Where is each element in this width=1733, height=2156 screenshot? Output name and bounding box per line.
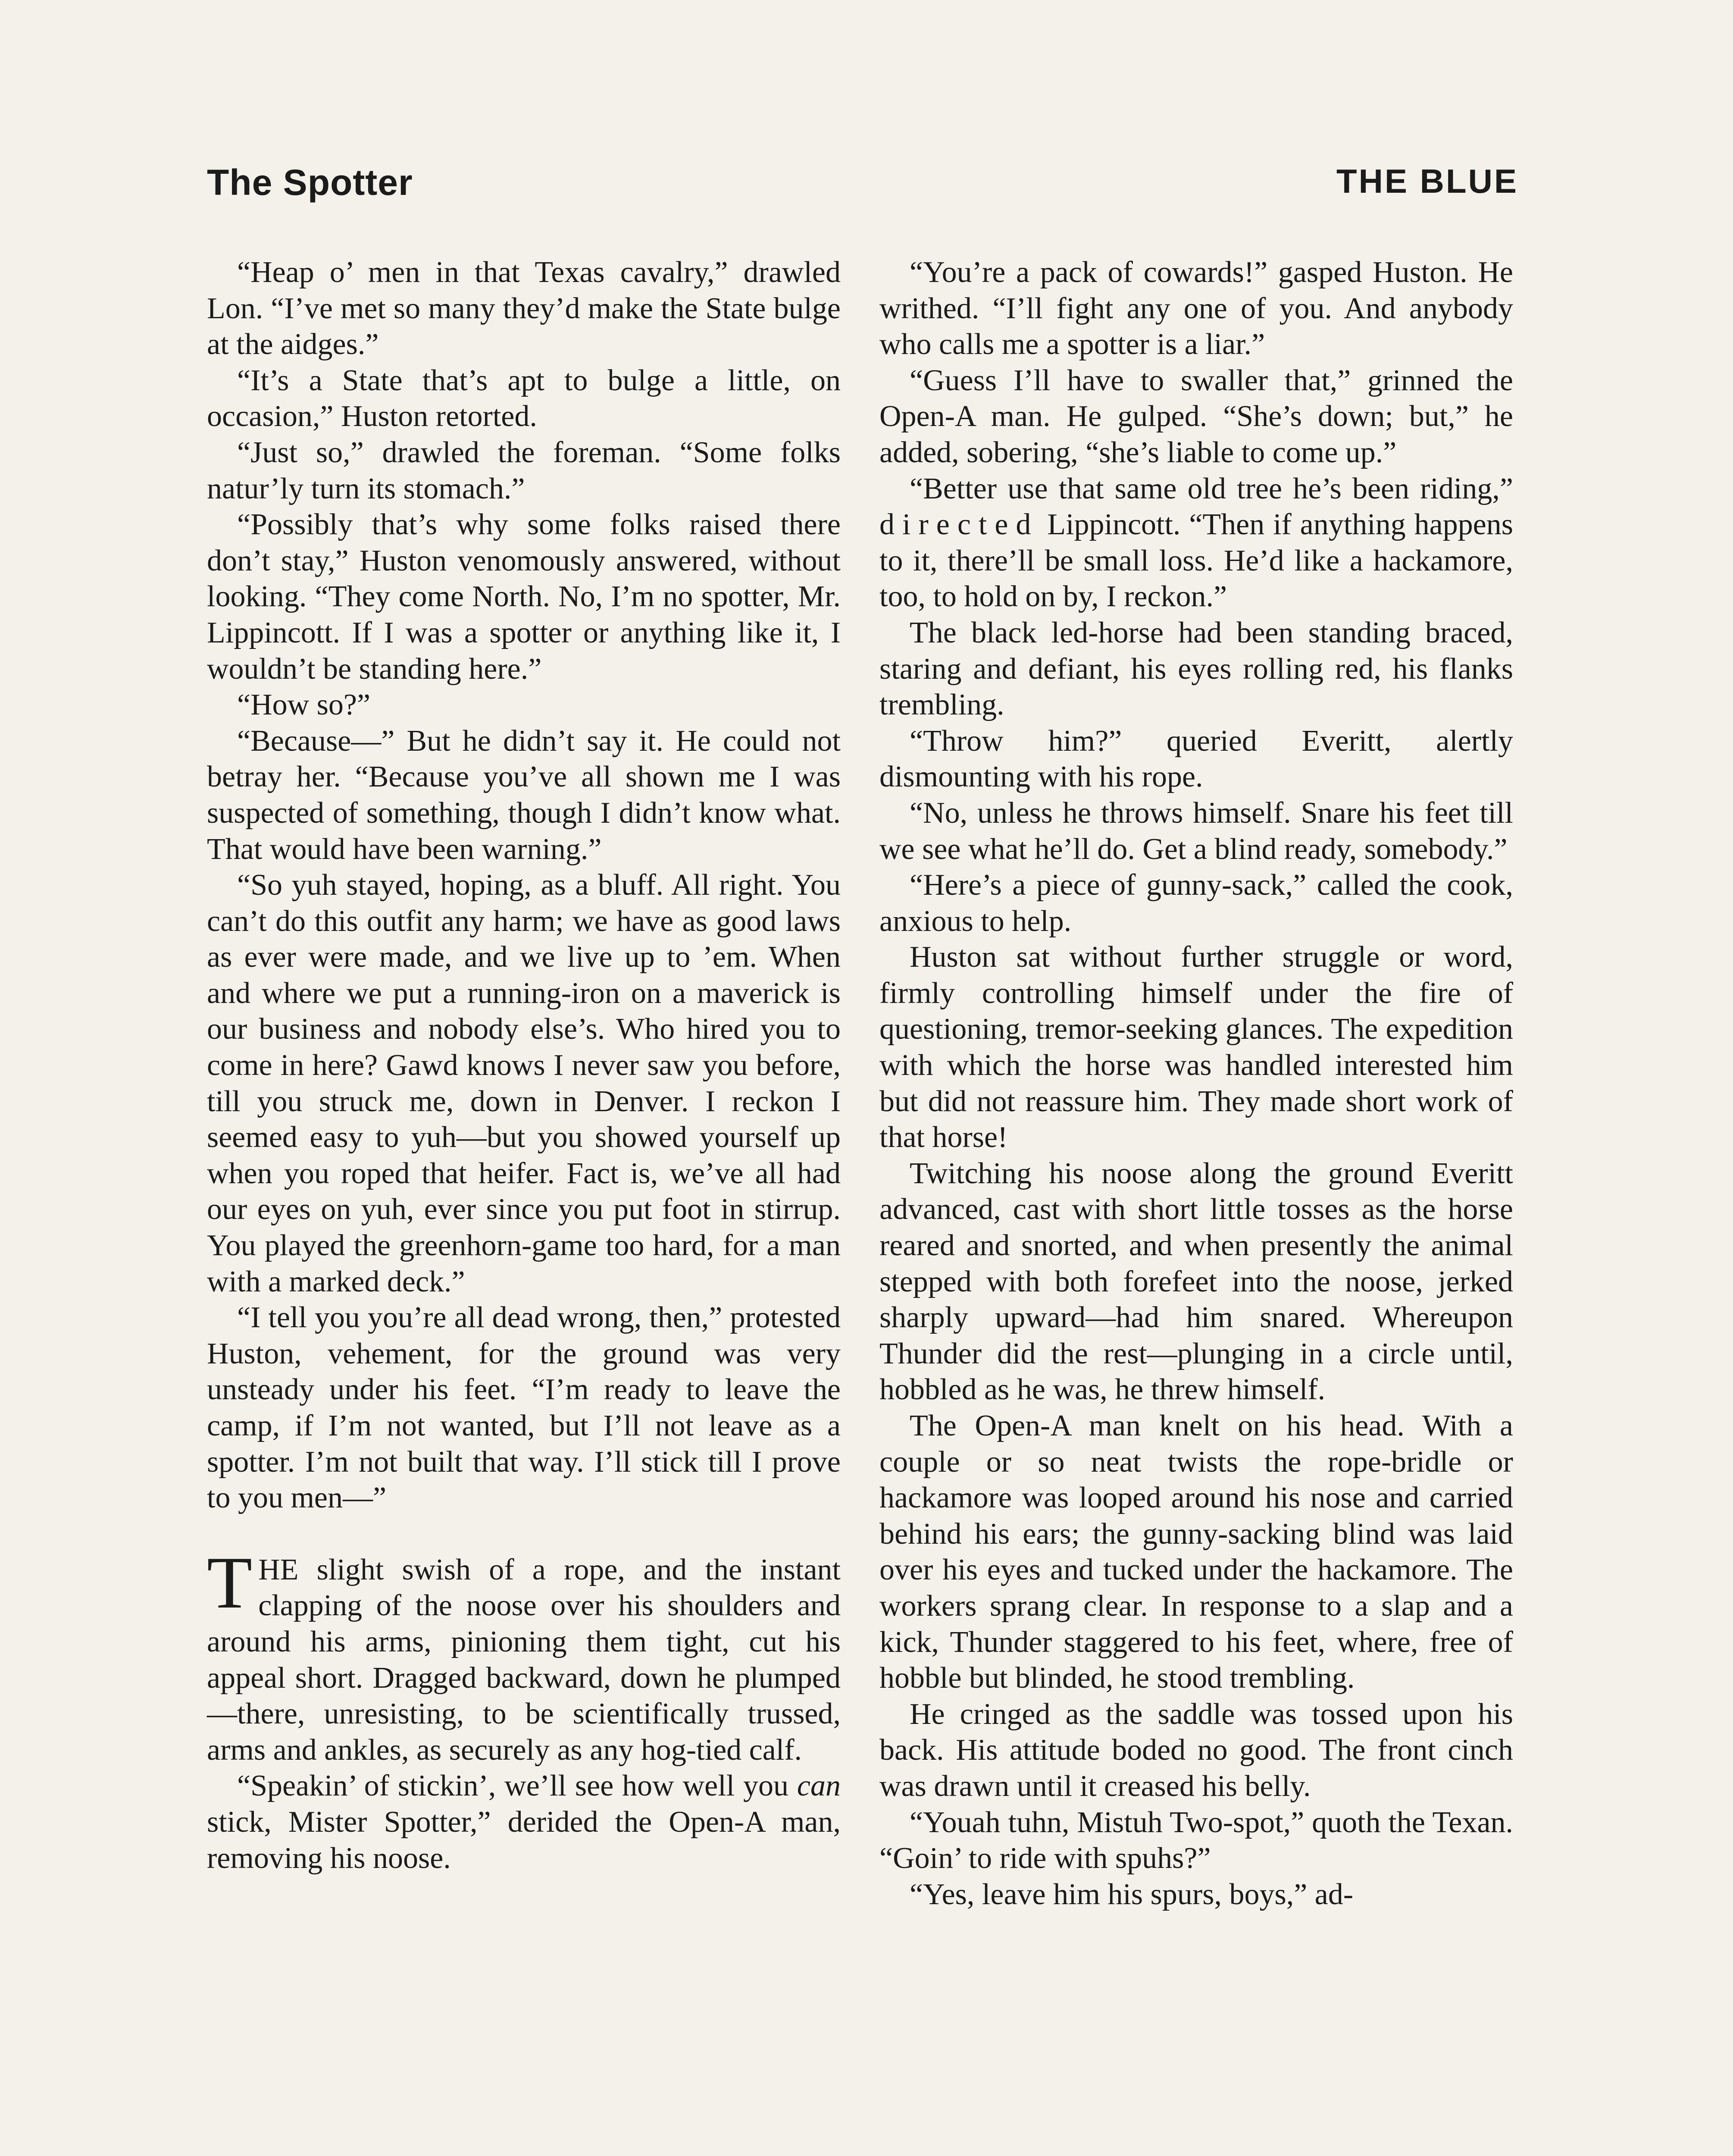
paragraph: Huston sat without further struggle or word, firmly controlling himself under the fire of questioning, tremor-seeking glances. The expedition with which the horse was handled interested him but did not reassure him. They made short work of that horse!: [879, 940, 1513, 1154]
section-start-paragraph: [207, 1542, 841, 1768]
drop-cap: T: [207, 1542, 253, 1624]
paragraph: “I tell you you’re all dead wrong, then,” protested Huston, vehement, for the ground was very unsteady under his feet. “I’m ready to leave the camp, if I’m not wanted, but I’ll not leave as a spotter. I’m not built that way. I’ll stick till I prove to you men—”: [207, 1301, 841, 1515]
paragraph: “Possibly that’s why some folks raised there don’t stay,” Huston venomously answered, without looking. “They come North. No, I’m no spotter, Mr. Lippincott. If I was a spotter or anything like it, I wouldn’t be standing here.”: [207, 508, 841, 686]
letterspaced-text: directed: [879, 508, 1039, 542]
paragraph: “Youah tuhn, Mistuh Two-spot,” quoth the Texan. “Goin’ to ride with spuhs?”: [879, 1805, 1513, 1875]
paragraph: “You’re a pack of cowards!” gasped Huston. He writhed. “I’ll fight any one of you. And anybody who calls me a spotter is a liar.”: [879, 256, 1513, 361]
paragraph: The Open-A man knelt on his head. With a couple or so neat twists the rope-bridle or hackamore was looped around his nose and carried behind his ears; the gunny-sacking blind was laid over his eyes and tucked under the hackamore. The workers sprang clear. In response to a slap and a kick, Thunder staggered to his feet, where, free of hobble but blinded, he stood trembling.: [879, 1409, 1513, 1695]
paragraph: “Throw him?” queried Everitt, alertly dismounting with his rope.: [879, 724, 1513, 794]
right-column: [879, 254, 1513, 1912]
text-run: “Better use that same old tree he’s been riding,”: [910, 472, 1513, 505]
paragraph: Twitching his noose along the ground Everitt advanced, cast with short little tosses as the horse reared and snorted, and when presently the animal stepped with both forefeet into the noose, jerked sharply upward—had him snared. Whereupon Thunder did the rest—plunging in a circle until, hobbled as he was, he threw himself.: [879, 1156, 1513, 1407]
paragraph: “No, unless he throws himself. Snare his feet till we see what he’ll do. Get a blind ready, somebody.”: [879, 796, 1513, 866]
emphasis-text: can: [797, 1769, 841, 1803]
left-column: [207, 254, 841, 1876]
paragraph: “Guess I’ll have to swaller that,” grinned the Open-A man. He gulped. “She’s down; but,” he added, sobering, “she’s liable to come up.”: [879, 364, 1513, 469]
paragraph: “Here’s a piece of gunny-sack,” called the cook, anxious to help.: [879, 868, 1513, 938]
paragraph: [207, 1768, 841, 1876]
paragraph: The black led-horse had been standing braced, staring and defiant, his eyes rolling red, his flanks trembling.: [879, 616, 1513, 722]
running-head-title: The Spotter: [207, 162, 413, 203]
section-start-text: HE slight swish of a rope, and the instant clapping of the noose over his shoulders and around his arms, pinioning them tight, cut his appeal short. Dragged backward, down he plumped—there, unresisting, to be scientifically trussed, arms and ankles, as securely as any hog-tied calf.: [207, 1553, 841, 1767]
text-run: Lippincott. “Then if anything happens to it, there’ll be small loss. He’d like a hackamore, too, to hold on by, I reckon.”: [879, 508, 1513, 614]
text-run: stick, Mister Spotter,” derided the Open-A man, removing his noose.: [207, 1805, 841, 1875]
paragraph: “Yes, leave him his spurs, boys,” ad-: [910, 1877, 1354, 1911]
paragraph: “Heap o’ men in that Texas cavalry,” drawled Lon. “I’ve met so many they’d make the State bulge at the aidges.”: [207, 256, 841, 361]
text-run: “Speakin’ of stickin’, we’ll see how well you: [237, 1769, 797, 1803]
paragraph: “It’s a State that’s apt to bulge a little, on occasion,” Huston retorted.: [207, 364, 841, 433]
paragraph: He cringed as the saddle was tossed upon his back. His attitude boded no good. The front cinch was drawn until it creased his belly.: [879, 1697, 1513, 1803]
paragraph: “Because—” But he didn’t say it. He could not betray her. “Because you’ve all shown me I was suspected of something, though I didn’t know what. That would have been warning.”: [207, 724, 841, 866]
running-head-magazine: THE BLUE: [1336, 162, 1518, 200]
paragraph: “Just so,” drawled the foreman. “Some folks natur’ly turn its stomach.”: [207, 436, 841, 505]
paragraph: [879, 471, 1513, 615]
paragraph: “So yuh stayed, hoping, as a bluff. All right. You can’t do this outfit any harm; we have as good laws as ever were made, and we live up to ’em. When and where we put a running-iron on a maverick is our business and nobody else’s. Who hired you to come in here? Gawd knows I never saw you before, till you struck me, down in Denver. I reckon I seemed easy to yuh—but you showed yourself up when you roped that heifer. Fact is, we’ve all had our eyes on yuh, ever since you put foot in stirrup. You played the greenhorn-game too hard, for a man with a marked deck.”: [207, 868, 841, 1298]
paragraph: “How so?”: [237, 688, 371, 722]
